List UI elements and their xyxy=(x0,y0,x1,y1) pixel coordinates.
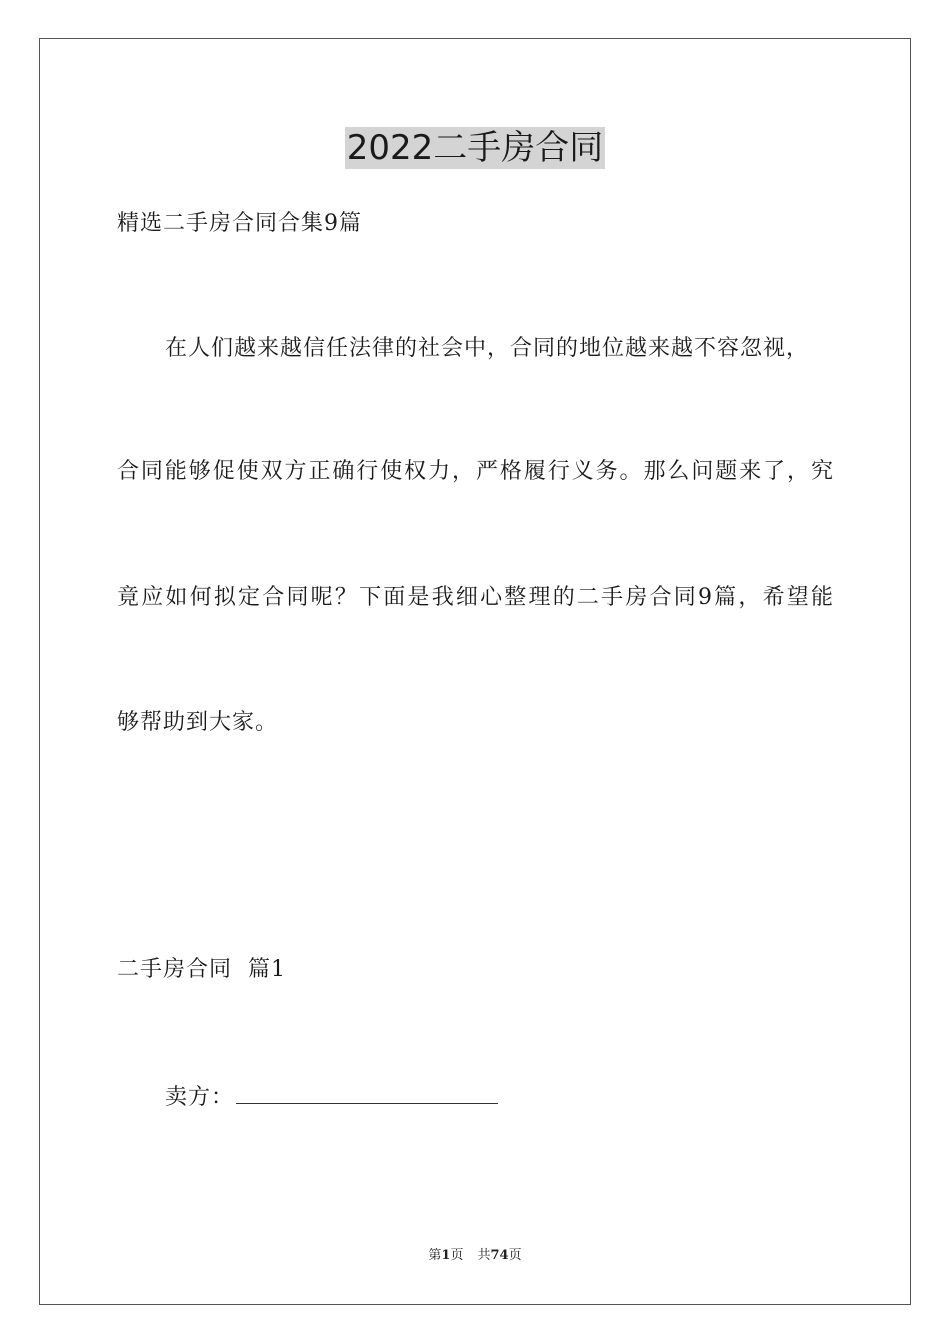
document-subtitle: 精选二手房合同合集9篇 xyxy=(117,211,362,236)
intro-line-3: 竟应如何拟定合同呢？下面是我细心整理的二手房合同9篇，希望能 xyxy=(117,585,833,610)
document-title: 2022二手房合同 xyxy=(346,128,604,168)
page-number: 1 xyxy=(441,1248,451,1263)
page-prefix: 第 xyxy=(428,1248,442,1263)
intro-line-1: 在人们越来越信任法律的社会中，合同的地位越来越不容忽视， xyxy=(165,336,810,361)
seller-blank-line xyxy=(236,1081,498,1104)
seller-label: 卖方： xyxy=(165,1085,235,1110)
intro-line-2: 合同能够促使双方正确行使权力，严格履行义务。那么问题来了，究 xyxy=(117,459,833,484)
seller-field xyxy=(165,1081,498,1113)
total-suffix: 页 xyxy=(508,1248,522,1263)
page-suffix: 页 xyxy=(450,1248,464,1263)
section-heading: 二手房合同 篇1 xyxy=(117,957,286,982)
intro-line-4: 够帮助到大家。 xyxy=(117,710,279,735)
title-container xyxy=(0,127,950,169)
page-footer xyxy=(0,1247,950,1265)
total-pages: 74 xyxy=(490,1248,509,1263)
total-prefix: 共 xyxy=(477,1248,491,1263)
